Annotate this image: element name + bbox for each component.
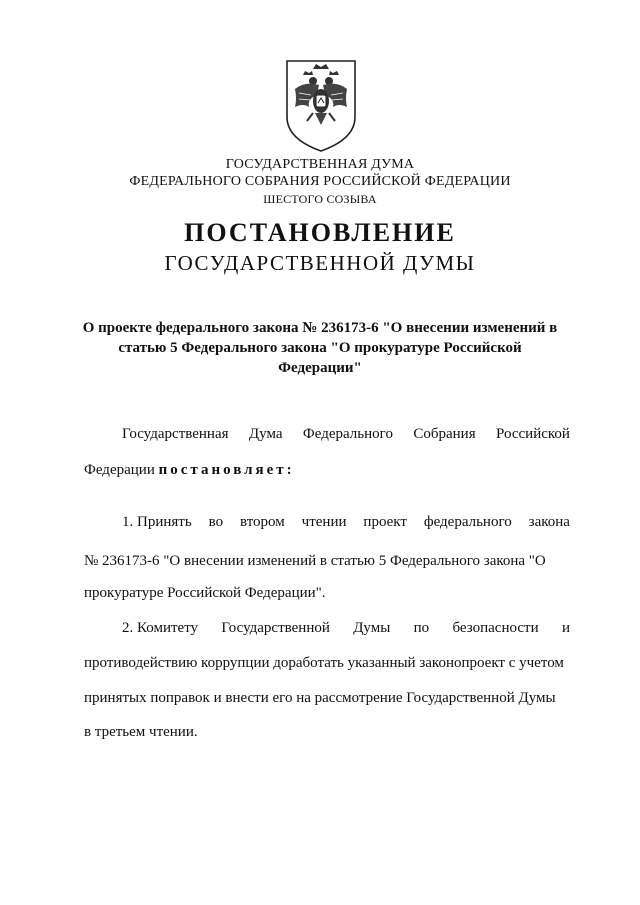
item-2-line-3: принятых поправок и внести его на рассмотрение Государственной Думы <box>84 690 556 706</box>
item-1-word: федерального <box>423 514 512 530</box>
item-2-word: Государственной <box>221 620 330 636</box>
item-1-word: закона <box>528 514 570 530</box>
item-2-word: Думы <box>353 620 391 636</box>
document-subject <box>70 318 570 378</box>
item-1-word: втором <box>239 514 285 530</box>
item-2-line-1 <box>84 618 570 638</box>
item-2-word: по <box>413 620 430 636</box>
preamble-word: Дума <box>248 426 283 442</box>
preamble-word: Российской <box>496 426 570 442</box>
issuer-header-line-2: ФЕДЕРАЛЬНОГО СОБРАНИЯ РОССИЙСКОЙ ФЕДЕРАЦИИ <box>129 174 511 189</box>
item-1-word: 1. Принять <box>122 514 192 530</box>
preamble-word: Государственная <box>122 426 229 442</box>
document-type-title: ПОСТАНОВЛЕНИЕ <box>184 218 456 247</box>
subject-line-1: О проекте федерального закона № 236173-6 "О внесении изменений в <box>82 320 558 336</box>
preamble-word: Федерального <box>302 426 393 442</box>
item-2-line-2: противодействию коррупции доработать указанный законопроект с учетом <box>84 655 564 671</box>
preamble-line-1 <box>84 424 570 444</box>
item-1-word: проект <box>363 514 407 530</box>
item-1-line-2: № 236173-6 "О внесении изменений в статью 5 Федерального закона "О <box>84 553 546 569</box>
convocation-line: ШЕСТОГО СОЗЫВА <box>263 192 377 206</box>
russian-coat-of-arms-icon <box>283 55 359 155</box>
preamble-federation-word: Федерации <box>84 462 155 478</box>
issuer-header-line-1: ГОСУДАРСТВЕННАЯ ДУМА <box>225 157 415 172</box>
subject-line-2: статью 5 Федерального закона "О прокуратуре Российской <box>118 340 522 356</box>
item-2-word: безопасности <box>452 620 539 636</box>
item-1-word: во <box>208 514 224 530</box>
preamble-line-2 <box>84 460 570 480</box>
document-issuer-title: ГОСУДАРСТВЕННОЙ ДУМЫ <box>164 251 476 275</box>
item-2-word: и <box>561 620 570 636</box>
resolves-word: постановляет: <box>158 462 295 478</box>
preamble-word: Собрания <box>413 426 476 442</box>
item-2-word: 2. Комитету <box>122 620 199 636</box>
item-1-line-3: прокуратуре Российской Федерации". <box>84 585 326 601</box>
item-1-line-1 <box>84 512 570 532</box>
subject-line-3: Федерации" <box>278 360 362 376</box>
item-1-word: чтении <box>301 514 347 530</box>
item-2-line-4: в третьем чтении. <box>84 724 198 740</box>
